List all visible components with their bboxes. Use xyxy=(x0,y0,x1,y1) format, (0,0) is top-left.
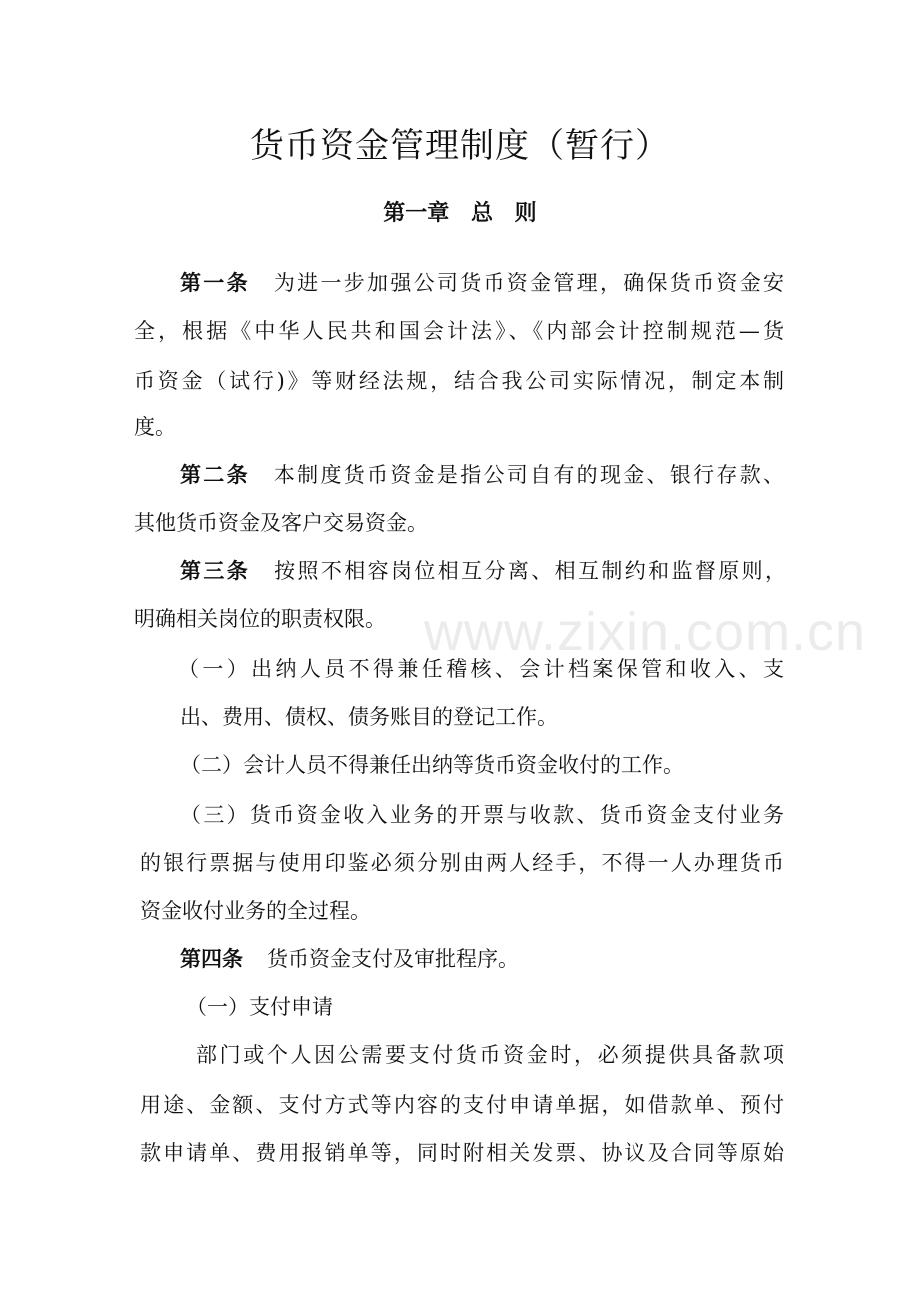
article-2-line-1: 第二条 本制度货币资金是指公司自有的现金、银行存款、 xyxy=(180,463,784,487)
article-3-item-3-line-1: （三）货币资金收入业务的开票与收款、货币资金支付业务 xyxy=(180,803,784,827)
article-4-para-line-1: 部门或个人因公需要支付货币资金时，必须提供具备款项 xyxy=(196,1043,784,1067)
watermark: www.zixin.com.cn xyxy=(424,602,867,662)
article-3-item-1-line-1: （一）出纳人员不得兼任稽核、会计档案保管和收入、支 xyxy=(178,657,784,681)
article-1-label: 第一条 xyxy=(180,271,250,295)
article-3-item-3-line-3: 资金收付业务的全过程。 xyxy=(140,899,371,923)
article-4-item-1-heading: （一）支付申请 xyxy=(186,995,333,1019)
article-1-line-2: 全，根据《中华人民共和国会计法》、《内部会计控制规范—货 xyxy=(134,319,784,343)
article-1-line-1: 第一条 为进一步加强公司货币资金管理，确保货币资金安 xyxy=(180,271,784,295)
article-4-line-1: 第四条 货币资金支付及审批程序。 xyxy=(180,947,519,971)
chapter-number: 第一章 xyxy=(383,201,450,226)
document-title: 货币资金管理制度（暂行） xyxy=(250,126,670,166)
article-2-line-2: 其他货币资金及客户交易资金。 xyxy=(134,511,428,535)
chapter-name-part2: 则 xyxy=(514,201,537,226)
article-4-label: 第四条 xyxy=(180,947,243,971)
chapter-heading xyxy=(0,196,920,227)
article-3-line-2: 明确相关岗位的职责权限。 xyxy=(134,607,386,631)
article-3-item-1-line-2: 出、费用、债权、债务账目的登记工作。 xyxy=(180,705,558,729)
article-4-para-line-3: 款申请单、费用报销单等，同时附相关发票、协议及合同等原始 xyxy=(140,1141,784,1165)
article-2-label: 第二条 xyxy=(180,463,250,487)
article-3-item-3-line-2: 的银行票据与使用印鉴必须分别由两人经手，不得一人办理货币 xyxy=(140,851,784,875)
chapter-name-part1: 总 xyxy=(470,201,493,226)
article-4-para-line-2: 用途、金额、支付方式等内容的支付申请单据，如借款单、预付 xyxy=(140,1093,784,1117)
article-3-label: 第三条 xyxy=(180,559,251,583)
article-3-line-1: 第三条 按照不相容岗位相互分离、相互制约和监督原则， xyxy=(180,559,786,583)
article-3-item-2: （二）会计人员不得兼任出纳等货币资金收付的工作。 xyxy=(180,753,684,777)
article-1-line-3: 币资金（试行)》等财经法规，结合我公司实际情况，制定本制 xyxy=(134,369,784,393)
article-1-line-4: 度。 xyxy=(134,415,176,439)
